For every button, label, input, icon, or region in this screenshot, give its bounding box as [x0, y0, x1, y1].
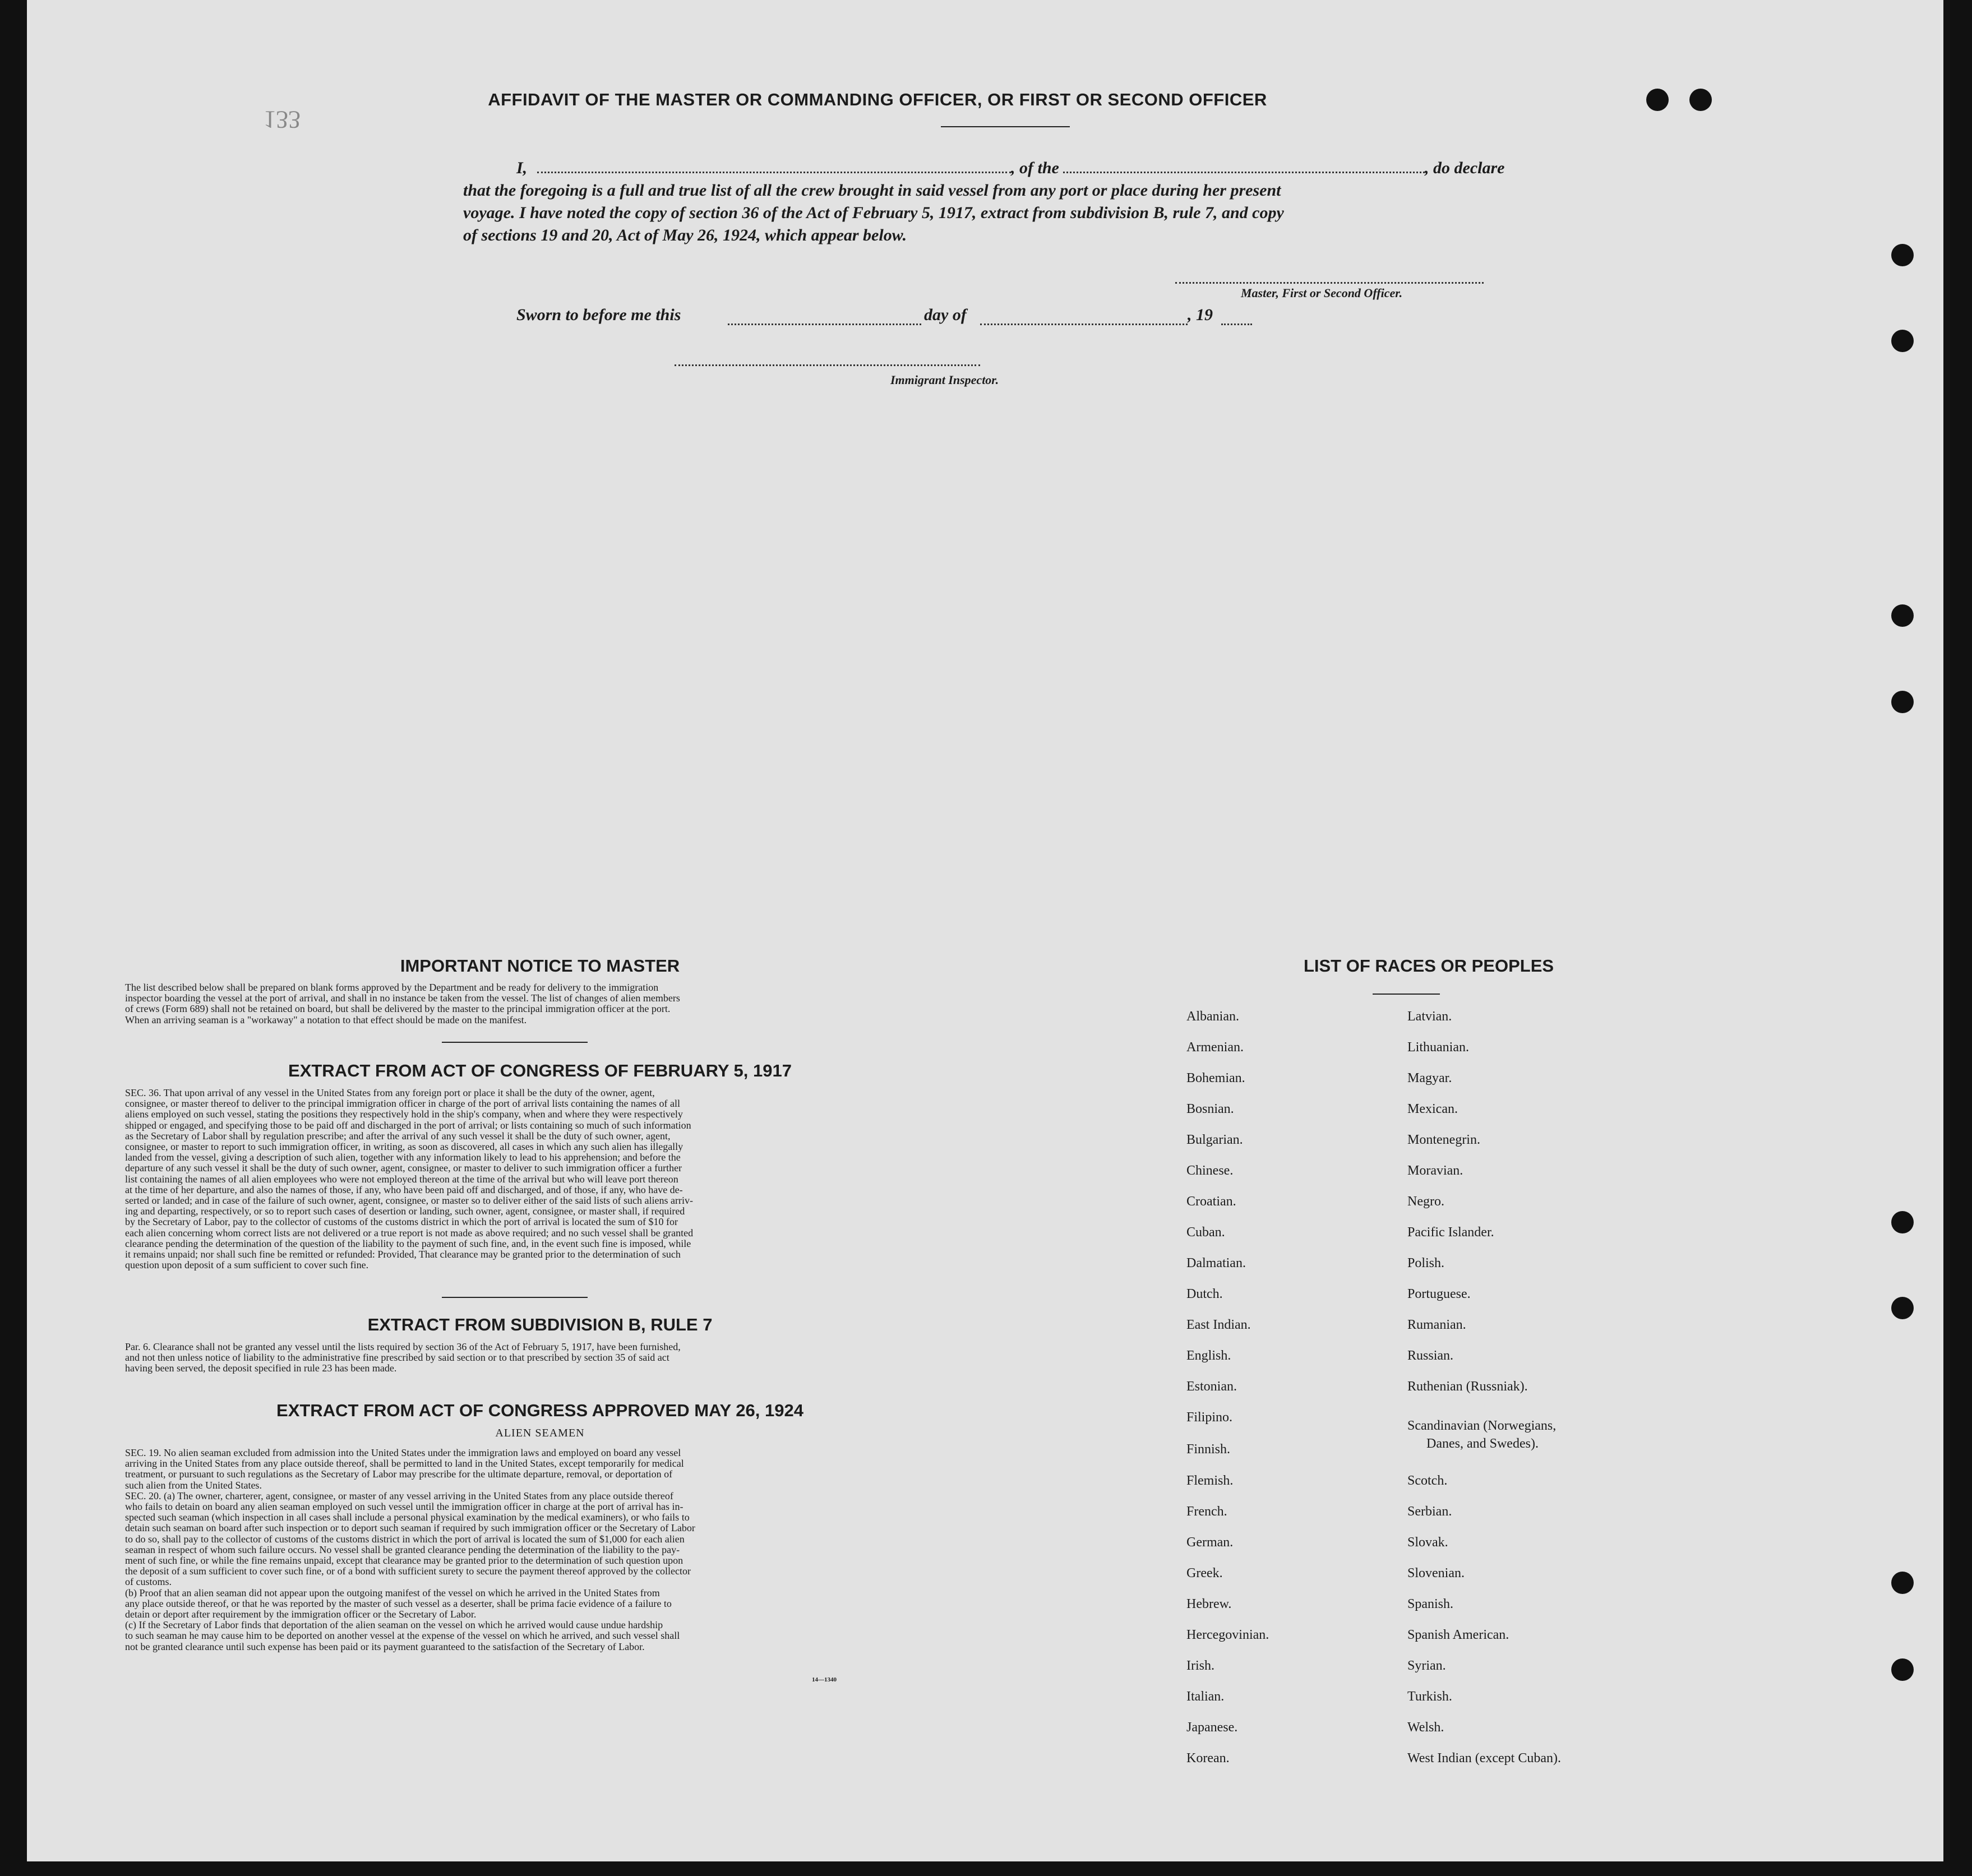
race-item: Hercegovinian. [1186, 1628, 1269, 1642]
sworn-day-field[interactable] [728, 324, 921, 325]
notice-line: When an arriving seaman is a "workaway" a notation to that effect should be made on the manifest. [125, 1014, 527, 1025]
race-item: Russian. [1407, 1348, 1454, 1363]
law-line: serted or landed; and in case of the failure of such owner, agent, consignee, or master so to deliver either of the said lists of such aliens arriv- [125, 1195, 693, 1207]
race-item: Portuguese. [1407, 1287, 1471, 1301]
sworn-year: , 19 [1188, 306, 1213, 324]
sworn-prefix: Sworn to before me this [516, 306, 681, 324]
extract-1917-paragraph [125, 1088, 955, 1270]
declarant-position-field[interactable] [1063, 172, 1425, 173]
law-line: SEC. 20. (a) The owner, charterer, agent, consignee, or master of any vessel arriving in the United States from any place outside thereof [125, 1490, 673, 1501]
notice-line: The list described below shall be prepared on blank forms approved by the Department and be ready for delivery to the immigration [125, 982, 659, 993]
race-item: West Indian (except Cuban). [1407, 1751, 1561, 1766]
race-item: Syrian. [1407, 1658, 1446, 1673]
affidavit-title: AFFIDAVIT OF THE MASTER OR COMMANDING OFFICER, OR FIRST OR SECOND OFFICER [488, 90, 1267, 109]
law-line: having been served, the deposit specified in rule 23 has been made. [125, 1362, 397, 1374]
race-item: Mexican. [1407, 1102, 1458, 1116]
notice-line: of crews (Form 689) shall not be retained on board, but shall be delivered by the master to the principal immigration officer at the port. [125, 1003, 671, 1015]
race-item: Scandinavian (Norwegians, [1407, 1418, 1557, 1433]
sworn-day-of: day of [924, 306, 967, 324]
law-line: consignee, or master thereof to deliver to the principal immigration officer in charge of the port of arrival lists containing the names of all [125, 1098, 681, 1110]
race-item: Pacific Islander. [1407, 1225, 1494, 1240]
law-line: shipped or engaged, and specifying those to be paid off and discharged in the port of arrival; or lists containing so much of such information [125, 1119, 691, 1131]
race-item: Turkish. [1407, 1689, 1452, 1704]
law-line: (c) If the Secretary of Labor finds that deportation of the alien seaman on the vessel on which he arrived would cause undue hardship [125, 1619, 663, 1631]
race-item: Bohemian. [1186, 1071, 1245, 1085]
affidavit-line-2: that the foregoing is a full and true list of all the crew brought in said vessel from any port or place during her present [463, 181, 1281, 200]
race-item: Negro. [1407, 1194, 1444, 1209]
law-line: ment of such fine, or while the fine remains unpaid, except that clearance may be granted prior to the determination of such question upon [125, 1555, 683, 1567]
race-item: Magyar. [1407, 1071, 1452, 1085]
extract-rule7-title: EXTRACT FROM SUBDIVISION B, RULE 7 [367, 1315, 713, 1334]
race-item: Estonian. [1186, 1379, 1237, 1394]
of-the-label: , of the [1011, 159, 1059, 177]
law-line: seaman in respect of whom such failure occurs. No vessel shall be granted clearance pending the determination of the liability to the pay- [125, 1544, 680, 1555]
race-item: Irish. [1186, 1658, 1214, 1673]
law-line: landed from the vessel, giving a description of such alien, together with any information likely to lead to his apprehension; and before the [125, 1152, 681, 1163]
law-line: detain such seaman on board after such inspection or to deport such seaman if required by such immigration officer or the Secretary of Labor [125, 1522, 695, 1534]
law-line: to do so, shall pay to the collector of customs of the customs district in which the port of arrival is located the sum of $1,000 for each alien [125, 1533, 685, 1545]
alien-seamen-subtitle: ALIEN SEAMEN [495, 1427, 585, 1439]
law-line: and not then unless notice of liability to the administrative fine prescribed by said section or to that prescribed by section 35 of said act [125, 1352, 669, 1364]
affidavit-line-1 [516, 159, 527, 178]
race-item: Moravian. [1407, 1163, 1463, 1178]
law-line: (b) Proof that an alien seaman did not appear upon the outgoing manifest of the vessel on which he arrived in the United States from [125, 1587, 660, 1598]
race-item: Ruthenian (Russniak). [1407, 1379, 1528, 1394]
law-line: at the time of her departure, and also the names of those, if any, who have been paid off and discharged, and of those, if any, who have de- [125, 1184, 683, 1195]
affidavit-line-3: voyage. I have noted the copy of section 36 of the Act of February 5, 1917, extract from subdivision B, rule 7, and copy [463, 204, 1284, 222]
race-item: Danes, and Swedes). [1426, 1436, 1539, 1451]
race-item: Albanian. [1186, 1009, 1239, 1024]
race-item: Welsh. [1407, 1720, 1444, 1735]
law-line: SEC. 19. No alien seaman excluded from admission into the United States under the immigration laws and employed on board any vessel [125, 1447, 681, 1458]
law-line: spected such seaman (which inspection in all cases shall include a personal physical examination by the medical examiners), or who fails to [125, 1512, 690, 1523]
race-item: Bosnian. [1186, 1102, 1234, 1116]
punch-hole [1891, 691, 1914, 713]
law-line: treatment, or pursuant to such regulations as the Secretary of Labor may prescribe for the ultimate departure, removal, or deportation of [125, 1468, 673, 1480]
master-signature-field[interactable] [1175, 282, 1484, 284]
law-line: question upon deposit of a sum sufficient to cover such fine. [125, 1259, 369, 1271]
master-signature-label: Master, First or Second Officer. [1241, 286, 1403, 300]
law-line: to such seaman he may cause him to be deported on another vessel at the expense of the vessel on which he arrived, and such vessel shall [125, 1630, 680, 1642]
law-line: not be granted clearance until such expense has been paid or its payment guaranteed to the satisfaction of the Secretary of Labor. [125, 1641, 645, 1652]
punch-hole [1891, 1211, 1914, 1233]
extract-1917-title: EXTRACT FROM ACT OF CONGRESS OF FEBRUARY 5, 1917 [288, 1061, 792, 1080]
punch-hole [1891, 1297, 1914, 1319]
section-divider [442, 1297, 588, 1298]
notice-line: inspector boarding the vessel at the port of arrival, and shall in no instance be taken from the vessel. The list of changes of alien members [125, 992, 680, 1004]
law-line: departure of any such vessel it shall be the duty of such owner, agent, consignee, or master to deliver to such immigration officer a further [125, 1162, 682, 1174]
declarant-prefix: I, [516, 159, 528, 177]
extract-1924-paragraph [125, 1448, 955, 1652]
document-page [27, 0, 1943, 1861]
law-line: arriving in the United States from any place outside thereof, shall be permitted to land in the United States, except temporarily for medical [125, 1458, 684, 1470]
race-item: Slovenian. [1407, 1566, 1465, 1581]
race-item: Latvian. [1407, 1009, 1452, 1024]
race-item: French. [1186, 1504, 1227, 1519]
notice-paragraph [125, 982, 955, 1025]
law-line: such alien from the United States. [125, 1479, 262, 1491]
race-item: Montenegrin. [1407, 1133, 1480, 1147]
form-number: 14—1340 [812, 1676, 837, 1683]
punch-hole [1891, 1572, 1914, 1594]
race-item: Croatian. [1186, 1194, 1236, 1209]
law-line: any place outside thereof, or that he was reported by the master of such vessel as a deserter, shall be prima facie evidence of a failure to [125, 1597, 672, 1609]
law-line: aliens employed on such vessel, stating the positions they respectively hold in the ship's company, when and where they were respectively [125, 1108, 683, 1120]
affidavit-line-4: of sections 19 and 20, Act of May 26, 1924, which appear below. [463, 226, 907, 244]
race-item: Armenian. [1186, 1040, 1244, 1055]
punch-hole [1891, 1658, 1914, 1681]
extract-rule7-paragraph [125, 1342, 955, 1374]
race-item: Rumanian. [1407, 1318, 1466, 1332]
law-line: by the Secretary of Labor, pay to the collector of customs of the customs district in which the port of arrival is located the sum of $10 for [125, 1216, 678, 1228]
races-title-underline [1373, 994, 1440, 995]
punch-hole [1891, 330, 1914, 352]
law-line: who fails to detain on board any alien seaman employed on such vessel until the immigration officer in charge at the port of arrival has in- [125, 1501, 683, 1513]
punch-hole [1891, 604, 1914, 627]
law-line: detain or deport after requirement by the immigration officer or the Secretary of Labor. [125, 1609, 477, 1620]
race-item: Slovak. [1407, 1535, 1448, 1550]
race-item: Korean. [1186, 1751, 1230, 1766]
page-number: 133 [264, 106, 301, 133]
race-item: Finnish. [1186, 1442, 1231, 1457]
race-item: Greek. [1186, 1566, 1223, 1581]
sworn-year-field[interactable] [1221, 324, 1252, 325]
declare-label: , do declare [1425, 159, 1505, 177]
inspector-label: Immigrant Inspector. [890, 373, 999, 387]
race-item: Italian. [1186, 1689, 1225, 1704]
race-item: Filipino. [1186, 1410, 1233, 1425]
law-line: the deposit of a sum sufficient to cover such fine, or of a bond with sufficient surety to secure the payment thereof approved by the collector [125, 1565, 691, 1577]
law-line: it remains unpaid; nor shall such fine be remitted or refunded: Provided, That clearance may be granted prior to the determination of such [125, 1249, 681, 1260]
race-item: Dalmatian. [1186, 1256, 1246, 1270]
law-line: as the Secretary of Labor shall by regulation prescribe; and after the arrival of any such vessel it shall be the duty of such owner, agent, [125, 1130, 671, 1142]
punch-hole [1891, 244, 1914, 266]
race-item: Lithuanian. [1407, 1040, 1469, 1055]
race-item: German. [1186, 1535, 1234, 1550]
law-line: consignee, or master to report to such immigration officer, in writing, as soon as discovered, all cases in which any such alien has illegally [125, 1141, 683, 1153]
race-item: Scotch. [1407, 1473, 1448, 1488]
title-underline [941, 126, 1070, 127]
law-line: clearance pending the determination of the question of the liability to the payment of such fine, and, in the event such fine is imposed, while [125, 1237, 691, 1249]
section-divider [442, 1042, 588, 1043]
races-title: LIST OF RACES OR PEOPLES [1303, 956, 1554, 976]
law-line: list containing the names of all alien employees who were not employed thereon at the time of the arrival but who will leave port thereon [125, 1173, 678, 1185]
race-item: Spanish American. [1407, 1628, 1509, 1642]
inspector-signature-field[interactable] [675, 364, 980, 366]
race-item: English. [1186, 1348, 1231, 1363]
race-item: Spanish. [1407, 1597, 1454, 1611]
law-line: SEC. 36. That upon arrival of any vessel in the United States from any foreign port or place it shall be the duty of the owner, agent, [125, 1087, 655, 1098]
race-item: Flemish. [1186, 1473, 1234, 1488]
race-item: East Indian. [1186, 1318, 1251, 1332]
race-item: Cuban. [1186, 1225, 1225, 1240]
notice-title: IMPORTANT NOTICE TO MASTER [400, 956, 680, 976]
law-line: of customs. [125, 1576, 172, 1588]
race-item: Polish. [1407, 1256, 1445, 1270]
law-line: each alien concerning whom correct lists are not delivered or a true report is not made as above required; and no such vessel shall be granted [125, 1227, 694, 1239]
race-item: Dutch. [1186, 1287, 1223, 1301]
law-line: Par. 6. Clearance shall not be granted any vessel until the lists required by section 36 of the Act of February 5, 1917, have been furnished, [125, 1341, 681, 1352]
race-item: Chinese. [1186, 1163, 1234, 1178]
race-item: Bulgarian. [1186, 1133, 1243, 1147]
law-line: ing and departing, respectively, or so to report such cases of desertion or landing, such owner, agent, consignee, or master shall, if required [125, 1205, 685, 1217]
race-item: Hebrew. [1186, 1597, 1232, 1611]
extract-1924-title: EXTRACT FROM ACT OF CONGRESS APPROVED MAY 26, 1924 [276, 1401, 803, 1420]
declarant-name-field[interactable] [537, 172, 1011, 173]
sworn-month-field[interactable] [980, 324, 1188, 325]
race-item: Japanese. [1186, 1720, 1238, 1735]
race-item: Serbian. [1407, 1504, 1452, 1519]
